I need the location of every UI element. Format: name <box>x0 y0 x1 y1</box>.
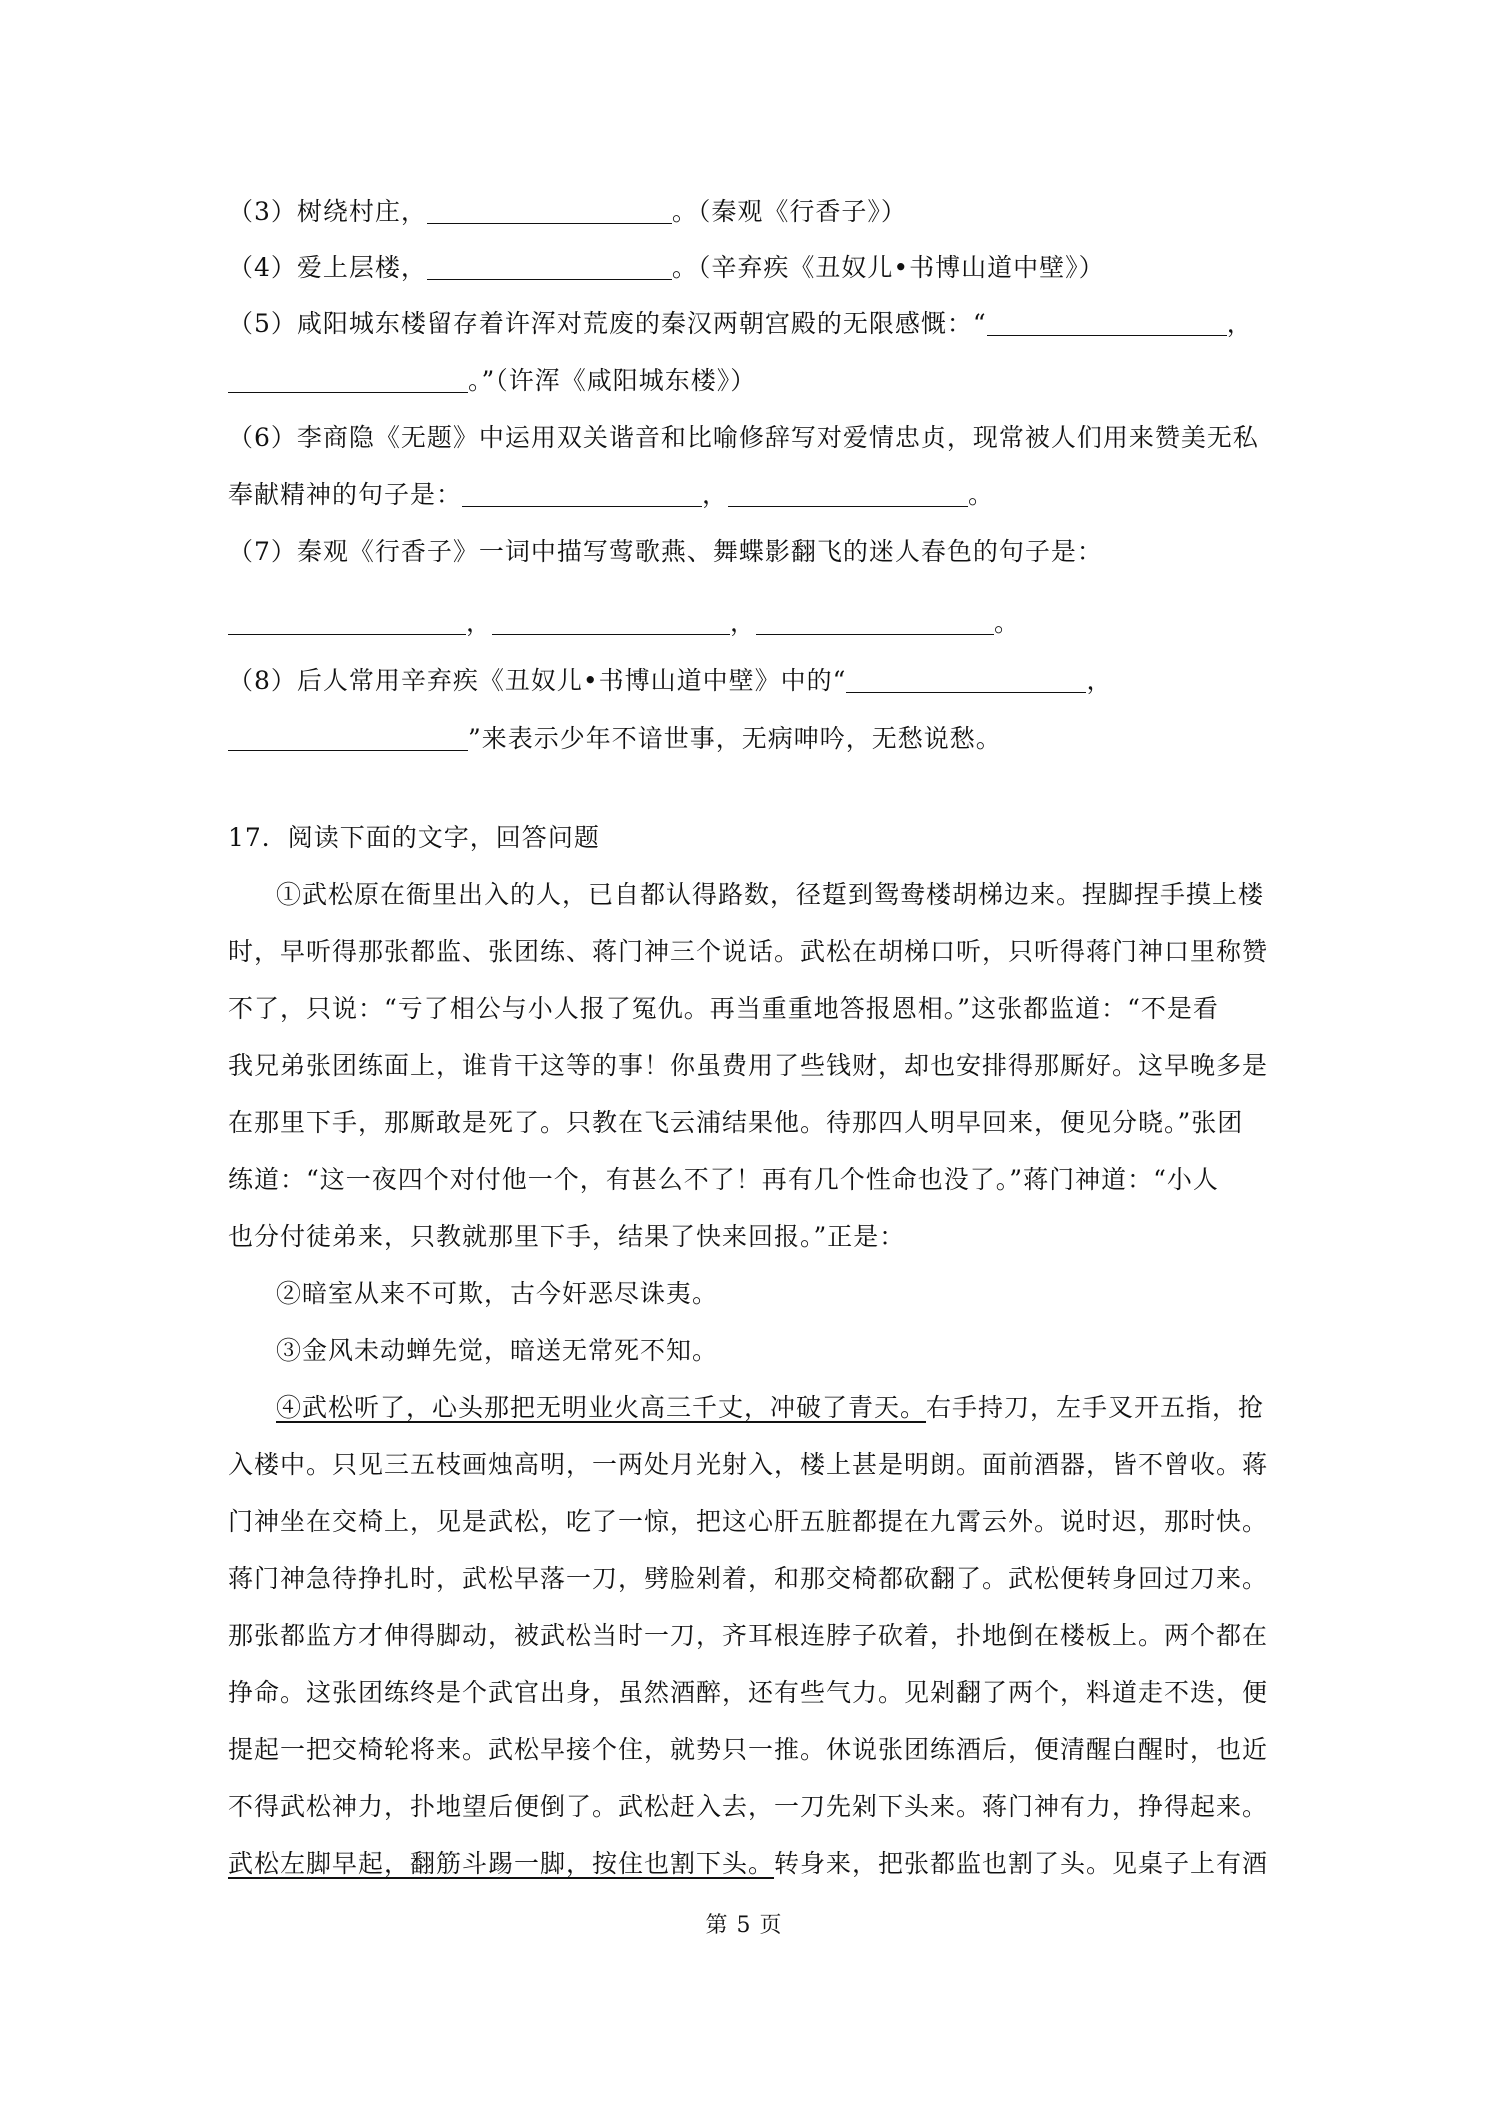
question-text: ”来表示少年不谙世事，无病呻吟，无愁说愁。 <box>468 724 1002 753</box>
passage-line: 挣命。这张团练终是个武官出身，虽然酒醉，还有些气力。见剁翻了两个，料道走不迭，便 <box>228 1678 1269 1707</box>
underlined-sentence: ④武松听了，心头那把无明业火高三千丈，冲破了青天。 <box>276 1393 927 1422</box>
poem-line-5a <box>228 307 1253 341</box>
item-number: （4） <box>228 253 297 282</box>
poem-line-6b <box>228 478 994 512</box>
item-number: （3） <box>228 197 297 226</box>
passage-line: ①武松原在衙里出入的人，已自都认得路数，径踅到鸳鸯楼胡梯边来。捏脚捏手摸上楼 <box>276 880 1265 909</box>
poem-line-7b <box>228 606 1020 640</box>
poem-text: 树绕村庄， <box>296 197 427 226</box>
answer-blank[interactable] <box>492 608 730 635</box>
passage-line: 提起一把交椅轮将来。武松早接个住，就势只一推。休说张团练酒后，便清醒白醒时，也近 <box>228 1735 1269 1764</box>
punctuation: 。 <box>968 480 995 509</box>
passage-line: 在那里下手，那厮敢是死了。只教在飞云浦结果他。待那四人明早回来，便见分晓。”张团 <box>228 1108 1244 1137</box>
question-text: （6）李商隐《无题》中运用双关谐音和比喻修辞写对爱情忠贞，现常被人们用来赞美无私 <box>228 423 1259 452</box>
punctuation: ， <box>1226 309 1253 338</box>
poem-source: 。”（许浑《咸阳城东楼》） <box>468 366 757 395</box>
passage-line <box>276 1391 1264 1425</box>
passage-line: 也分付徒弟来，只教就那里下手，结果了快来回报。”正是： <box>228 1222 906 1251</box>
answer-blank[interactable] <box>846 666 1086 693</box>
page-number: 第 5 页 <box>705 1913 783 1938</box>
passage-line: 蒋门神急待挣扎时，武松早落一刀，劈脸剁着，和那交椅都砍翻了。武松便转身回过刀来。 <box>228 1564 1269 1593</box>
passage-line <box>228 1847 1268 1881</box>
passage-text: 转身来，把张都监也割了头。见桌子上有酒 <box>774 1849 1269 1878</box>
punctuation: ， <box>466 608 493 637</box>
answer-blank[interactable] <box>987 309 1227 336</box>
passage-line: 练道：“这一夜四个对付他一个，有甚么不了！再有几个性命也没了。”蒋门神道：“小人 <box>228 1165 1219 1194</box>
poem-line-7a <box>228 535 1103 569</box>
poem-line-3 <box>228 195 907 229</box>
passage-line: 入楼中。只见三五枝画烛高明，一两处月光射入，楼上甚是明朗。面前酒器，皆不曾收。蒋 <box>228 1450 1269 1479</box>
punctuation: 。 <box>994 608 1021 637</box>
poem-source: 。（秦观《行香子》） <box>671 197 907 226</box>
poem-line-8a <box>228 664 1112 698</box>
passage-line: 那张都监方才伸得脚动，被武松当时一刀，齐耳根连脖子砍着，扑地倒在楼板上。两个都在 <box>228 1621 1269 1650</box>
answer-blank[interactable] <box>462 480 702 507</box>
answer-blank[interactable] <box>228 608 466 635</box>
poem-line-4 <box>228 251 1105 285</box>
question-text: （8）后人常用辛弃疾《丑奴儿•书博山道中壁》中的“ <box>228 666 847 695</box>
poem-line-5b <box>228 364 756 398</box>
passage-line: 不得武松神力，扑地望后便倒了。武松赶入去，一刀先剁下头来。蒋门神有力，挣得起来。 <box>228 1792 1269 1821</box>
poem-line-8b <box>228 722 1002 756</box>
answer-blank[interactable] <box>427 253 672 280</box>
question-text: （7）秦观《行香子》一词中描写莺歌燕、舞蝶影翻飞的迷人春色的句子是： <box>228 537 1103 566</box>
answer-blank[interactable] <box>756 608 994 635</box>
punctuation: ， <box>1086 666 1113 695</box>
poem-source: 。（辛弃疾《丑奴儿•书博山道中壁》） <box>671 253 1105 282</box>
verse-line: ③金风未动蝉先觉，暗送无常死不知。 <box>276 1336 719 1365</box>
verse-line: ②暗室从来不可欺，古今奸恶尽诛夷。 <box>276 1279 719 1308</box>
passage-line: 我兄弟张团练面上，谁肯干这等的事！你虽费用了些钱财，却也安排得那厮好。这早晚多是 <box>228 1051 1269 1080</box>
poem-text: 爱上层楼， <box>296 253 427 282</box>
answer-blank[interactable] <box>728 480 968 507</box>
question-text: 奉献精神的句子是： <box>228 480 463 509</box>
passage-line: 门神坐在交椅上，见是武松，吃了一惊，把这心肝五脏都提在九霄云外。说时迟，那时快。 <box>228 1507 1269 1536</box>
passage-line: 时，早听得那张都监、张团练、蒋门神三个说话。武松在胡梯口听，只听得蒋门神口里称赞 <box>228 937 1269 966</box>
poem-line-6a <box>228 421 1259 455</box>
answer-blank[interactable] <box>427 197 672 224</box>
answer-blank[interactable] <box>228 366 468 393</box>
question-text: （5）咸阳城东楼留存着许浑对荒废的秦汉两朝宫殿的无限感慨：“ <box>228 309 987 338</box>
answer-blank[interactable] <box>228 724 468 751</box>
underlined-sentence: 武松左脚早起，翻筋斗踢一脚，按住也割下头。 <box>228 1849 775 1878</box>
question-17-title: 17．阅读下面的文字，回答问题 <box>228 823 600 852</box>
punctuation: ， <box>702 480 729 509</box>
passage-text: 右手持刀，左手叉开五指，抢 <box>926 1393 1265 1422</box>
punctuation: ， <box>730 608 757 637</box>
passage-line: 不了，只说：“亏了相公与小人报了冤仇。再当重重地答报恩相。”这张都监道：“不是看 <box>228 994 1219 1023</box>
